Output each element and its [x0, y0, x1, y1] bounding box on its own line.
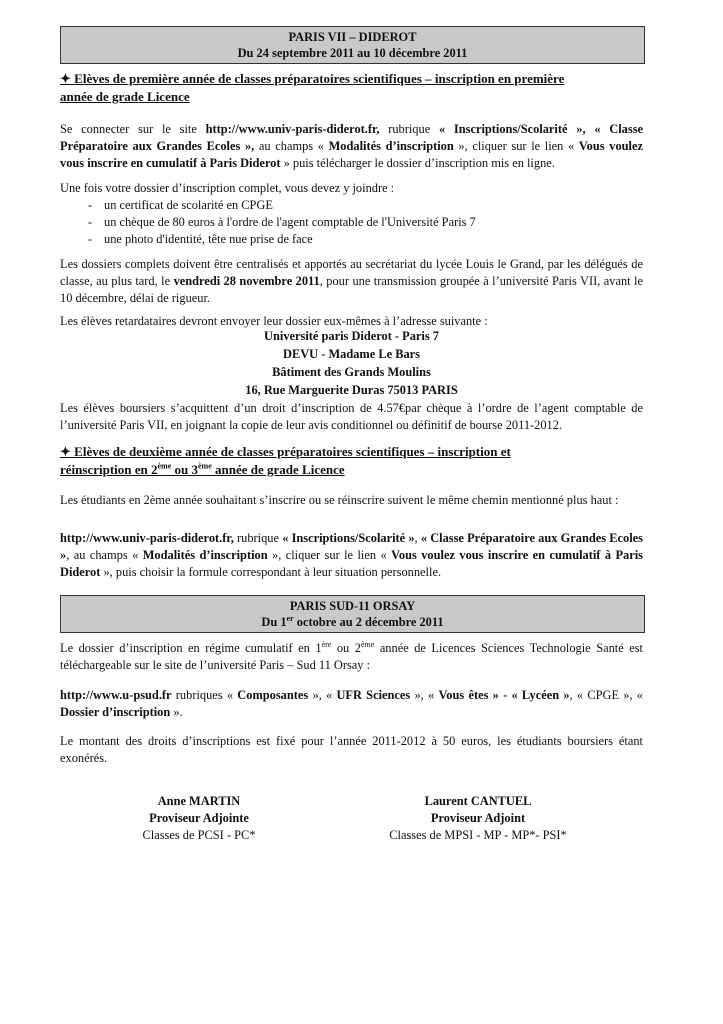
address-line: Bâtiment des Grands Moulins: [272, 365, 431, 379]
signatory-classes: Classes de PCSI - PC*: [142, 828, 256, 842]
bold-text: « Inscriptions/Scolarité »: [282, 531, 415, 545]
text: », «: [410, 688, 439, 702]
text: Les dossiers complets doivent être centralisés et apportés au secrétariat du lycée Louis le Grand, par les délégués de classe, au plus tard, le: [60, 257, 643, 288]
section-title: PARIS SUD-11 ORSAY: [289, 599, 416, 613]
text: rubrique: [379, 122, 439, 136]
address-line: 16, Rue Marguerite Duras 75013 PARIS: [245, 383, 458, 397]
text: », cliquer sur le lien «: [267, 548, 392, 562]
text: ».: [170, 705, 183, 719]
superscript: ère: [321, 639, 332, 649]
url-text: http://www.univ-paris-diderot.fr,: [205, 122, 380, 136]
text: Le dossier d’inscription en régime cumulatif en 1: [60, 641, 322, 655]
text: [586, 122, 595, 136]
bold-text: Composantes: [237, 688, 309, 702]
text: », «: [308, 688, 337, 702]
text: Se connecter sur le site: [60, 122, 206, 136]
list-item: - une photo d'identité, tête nue prise de face: [60, 231, 643, 248]
superscript: ème: [157, 461, 172, 471]
section-header-orsay: [60, 595, 645, 633]
paragraph-fees: [60, 733, 643, 767]
text: réinscription en 2: [60, 462, 158, 477]
text: Du 1: [261, 615, 287, 629]
star-icon: ✦: [60, 71, 71, 86]
text: année de grade Licence: [211, 462, 345, 477]
paragraph-connect: [60, 121, 643, 172]
bold-text: « Classe Préparatoire aux Grandes Ecoles »,: [60, 122, 644, 153]
heading-first-year: [60, 70, 643, 106]
address-line: Université paris Diderot - Paris 7: [264, 329, 439, 343]
signatory-role: Proviseur Adjointe: [149, 811, 249, 825]
paragraph-orsay-link: [60, 687, 643, 721]
list-item: - un chèque de 80 euros à l'ordre de l'agent comptable de l'Université Paris 7: [60, 214, 643, 231]
heading-second-year: [60, 443, 643, 479]
paragraph-second-year-link: [60, 530, 643, 581]
superscript: ème: [198, 461, 212, 471]
signature-left: [84, 793, 314, 844]
postal-address: [60, 327, 643, 399]
text: », puis choisir la formule correspondant à leur situation personnelle.: [100, 565, 442, 579]
bold-text: Dossier d’inscription: [60, 705, 171, 719]
star-icon: ✦: [60, 444, 71, 459]
text: rubrique: [233, 531, 283, 545]
heading-line: Elèves de deuxième année de classes préparatoires scientifiques – inscription et: [74, 444, 511, 459]
bold-text: « Inscriptions/Scolarité »,: [438, 122, 586, 136]
list-item: - un certificat de scolarité en CPGE: [60, 197, 643, 214]
section-dates: Du 24 septembre 2011 au 10 décembre 2011: [237, 46, 468, 60]
text: », cliquer sur le lien «: [453, 139, 579, 153]
text: Les étudiants en 2ème année souhaitant s’inscrire ou se réinscrire suivent le même chemin mentionné plus haut :: [60, 493, 619, 507]
bold-text: Modalités d’inscription: [328, 139, 454, 153]
text: Les élèves boursiers s’acquittent d’un droit d’inscription de 4.57€par chèque à l’ordre de l’agent comptable de l’université Paris VII, en joignant la copie de leur avis conditionnel ou définitif de bourse 2011-2012.: [60, 401, 643, 432]
bold-text: Vous voulez vous inscrire en cumulatif à Paris Diderot: [60, 548, 643, 579]
text: Le montant des droits d’inscriptions est fixé pour l’année 2011-2012 à 50 euros, les étudiants boursiers étant exonérés.: [60, 734, 643, 765]
text: au champs «: [254, 139, 329, 153]
bold-text: Modalités d’inscription: [142, 548, 268, 562]
bold-text: Vous êtes » - « Lycéen »: [438, 688, 570, 702]
bold-text: UFR Sciences: [336, 688, 411, 702]
url-text: http://www.univ-paris-diderot.fr,: [60, 531, 234, 545]
signatory-role: Proviseur Adjoint: [430, 811, 526, 825]
paragraph-requirements: [60, 180, 643, 248]
signatory-classes: Classes de MPSI - MP - MP*- PSI*: [389, 828, 567, 842]
signature-right: [363, 793, 593, 844]
text: Les élèves retardataires devront envoyer leur dossier eux-mêmes à l’adresse suivante :: [60, 314, 488, 328]
bold-text: Vous voulez vous inscrire en cumulatif à Paris Diderot: [60, 139, 643, 170]
text: » puis télécharger le dossier d’inscription mis en ligne.: [280, 156, 555, 170]
paragraph-centralisation: [60, 256, 643, 307]
superscript: ème: [360, 639, 375, 649]
text: rubriques «: [171, 688, 238, 702]
url-text: http://www.u-psud.fr: [60, 688, 172, 702]
paragraph-second-year: [60, 492, 643, 509]
heading-line: Elèves de première année de classes préparatoires scientifiques – inscription en première: [74, 71, 565, 86]
section-dates: [61, 614, 644, 630]
text: octobre au 2 décembre 2011: [293, 615, 444, 629]
text: année de Licences Sciences Technologie Santé est téléchargeable sur le site de l’université Paris – Sud 11 Orsay :: [60, 641, 643, 672]
text: ,: [414, 531, 421, 545]
requirements-list: [60, 197, 643, 248]
text: ou 2: [331, 641, 361, 655]
bold-text: « Classe Préparatoire aux Grandes Ecoles »: [60, 531, 643, 562]
list-intro: Une fois votre dossier d’inscription complet, vous devez y joindre :: [60, 181, 395, 195]
superscript: er: [286, 613, 294, 623]
signatory-name: Anne MARTIN: [157, 794, 241, 808]
text: , « CPGE », «: [569, 688, 644, 702]
text: , au champs «: [66, 548, 143, 562]
section-title: PARIS VII – DIDEROT: [288, 30, 417, 44]
address-line: DEVU - Madame Le Bars: [283, 347, 420, 361]
bold-date: vendredi 28 novembre 2011: [173, 274, 320, 288]
signatory-name: Laurent CANTUEL: [424, 794, 532, 808]
section-header-paris7: [60, 26, 645, 64]
text: ou 3: [171, 462, 198, 477]
paragraph-scholarship: [60, 400, 643, 434]
text: , pour une transmission groupée à l’université Paris VII, avant le 10 décembre, délai de rigueur.: [60, 274, 643, 305]
paragraph-orsay: [60, 640, 643, 674]
heading-line: année de grade Licence: [60, 89, 190, 104]
